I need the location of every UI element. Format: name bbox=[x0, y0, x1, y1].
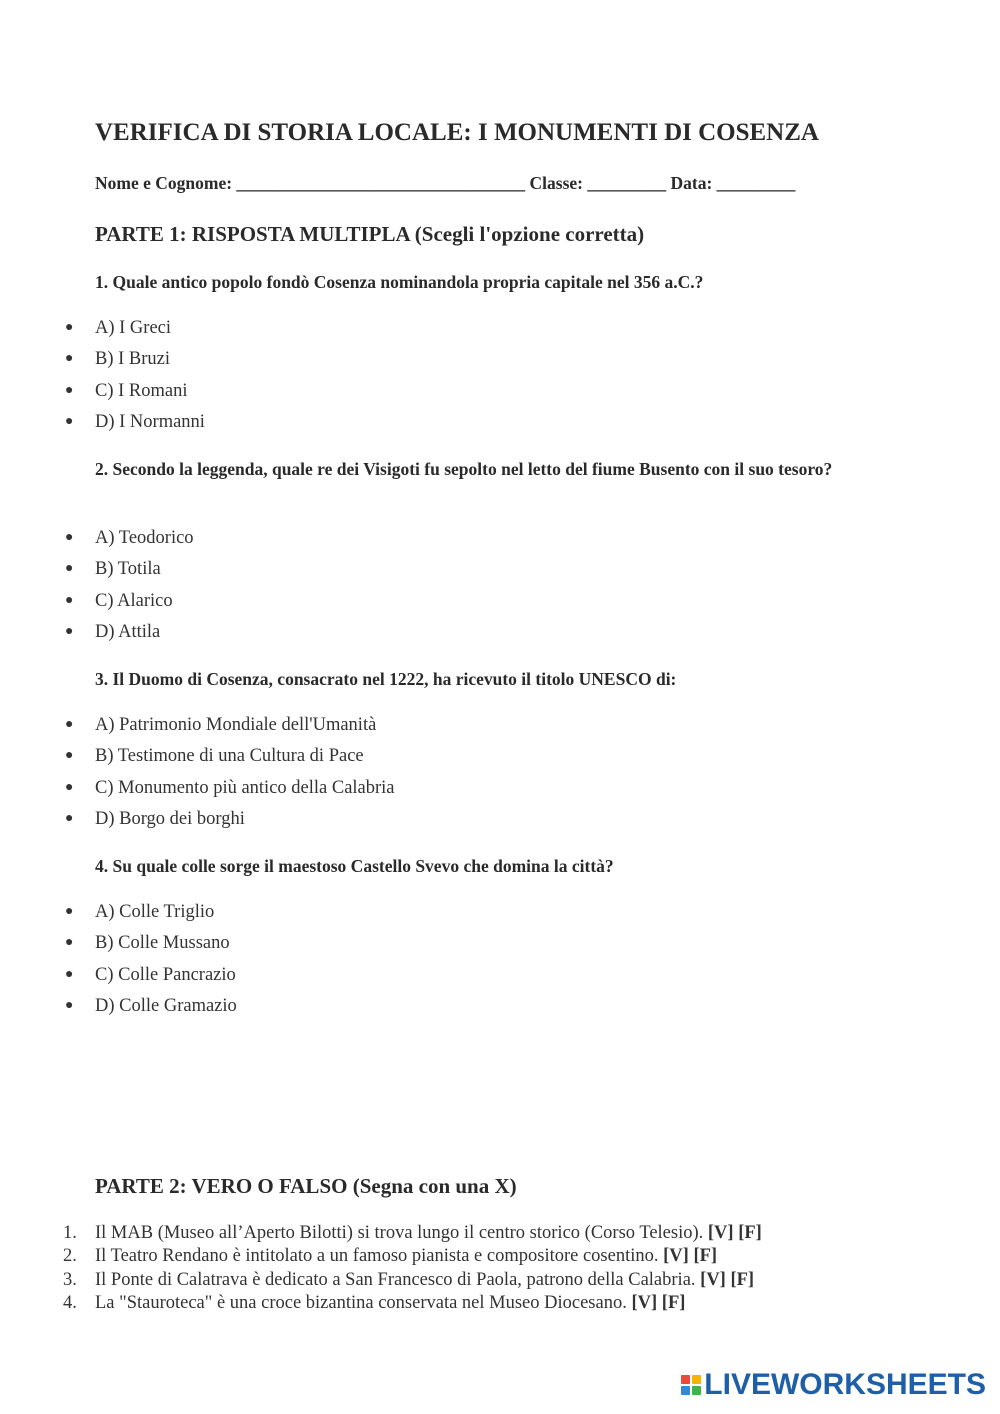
bullet-icon: ● bbox=[65, 748, 74, 764]
liveworksheets-logo[interactable] bbox=[681, 1368, 986, 1402]
liveworksheets-logo-text: LIVEWORKSHEETS bbox=[704, 1368, 986, 1401]
option-item[interactable] bbox=[0, 931, 237, 962]
logo-square-3 bbox=[681, 1386, 690, 1395]
option-label: A) Colle Triglio bbox=[95, 902, 215, 922]
question-1: 1. Quale antico popolo fondò Cosenza nominandola propria capitale nel 356 a.C.? bbox=[95, 272, 704, 292]
statement-text: La "Stauroteca" è una croce bizantina conservata nel Museo Diocesano. bbox=[95, 1293, 627, 1314]
option-label: B) Colle Mussano bbox=[95, 933, 230, 954]
options-question-4 bbox=[0, 900, 237, 1025]
option-label: B) I Bruzi bbox=[95, 349, 171, 370]
option-label: A) Patrimonio Mondiale dell'Umanità bbox=[95, 715, 377, 735]
bullet-icon: ● bbox=[65, 530, 74, 545]
true-false-mark[interactable]: [V] [F] bbox=[700, 1269, 755, 1290]
option-item[interactable] bbox=[0, 713, 395, 744]
part1-heading bbox=[95, 222, 644, 247]
statement-text: Il Ponte di Calatrava è dedicato a San Francesco di Paola, patrono della Calabria. bbox=[95, 1269, 696, 1290]
liveworksheets-logo-icon bbox=[681, 1375, 701, 1395]
option-item[interactable] bbox=[0, 900, 237, 931]
page-title: VERIFICA DI STORIA LOCALE: I MONUMENTI DI COSENZA bbox=[95, 119, 819, 146]
option-item[interactable] bbox=[0, 557, 194, 588]
option-label: C) I Romani bbox=[95, 380, 188, 401]
question-4: 4. Su quale colle sorge il maestoso Castello Svevo che domina la città? bbox=[95, 856, 614, 876]
statement-text: Il Teatro Rendano è intitolato a un famoso pianista e compositore cosentino. bbox=[95, 1246, 659, 1267]
item-number: 4. bbox=[63, 1293, 77, 1314]
option-label: D) Attila bbox=[95, 621, 161, 642]
part1-heading-label: PARTE 1: RISPOSTA MULTIPLA bbox=[95, 222, 410, 246]
bullet-icon: ● bbox=[65, 561, 74, 577]
true-false-mark[interactable]: [V] [F] bbox=[663, 1246, 718, 1267]
true-false-item bbox=[0, 1292, 762, 1315]
option-item[interactable] bbox=[0, 620, 194, 651]
option-label: D) Borgo dei borghi bbox=[95, 808, 245, 829]
bullet-icon: ● bbox=[65, 997, 74, 1013]
option-item[interactable] bbox=[0, 316, 205, 347]
true-false-mark[interactable]: [V] [F] bbox=[707, 1223, 762, 1243]
options-question-3 bbox=[0, 713, 395, 838]
bullet-icon: ● bbox=[65, 382, 74, 398]
bullet-icon: ● bbox=[65, 320, 74, 335]
item-number: 1. bbox=[63, 1223, 77, 1243]
option-label: A) I Greci bbox=[95, 318, 172, 338]
option-label: B) Testimone di una Cultura di Pace bbox=[95, 746, 364, 767]
true-false-item bbox=[0, 1222, 762, 1245]
part2-instruction: (Segna con una X) bbox=[352, 1174, 517, 1198]
option-label: D) Colle Gramazio bbox=[95, 995, 237, 1016]
true-false-item bbox=[0, 1245, 762, 1268]
item-number: 2. bbox=[63, 1246, 77, 1267]
option-item[interactable] bbox=[0, 410, 205, 441]
bullet-icon: ● bbox=[65, 935, 74, 951]
part2-heading-label: PARTE 2: VERO O FALSO bbox=[95, 1174, 348, 1198]
option-item[interactable] bbox=[0, 526, 194, 557]
logo-square-1 bbox=[681, 1375, 690, 1384]
bullet-icon: ● bbox=[65, 592, 74, 608]
option-label: A) Teodorico bbox=[95, 528, 194, 548]
bullet-icon: ● bbox=[65, 351, 74, 367]
option-item[interactable] bbox=[0, 994, 237, 1025]
options-question-1 bbox=[0, 316, 205, 441]
part2-heading bbox=[95, 1174, 517, 1199]
true-false-list bbox=[0, 1222, 762, 1316]
item-number: 3. bbox=[63, 1269, 77, 1290]
bullet-icon: ● bbox=[65, 966, 74, 982]
bullet-icon: ● bbox=[65, 413, 74, 429]
logo-square-2 bbox=[692, 1375, 701, 1384]
question-3: 3. Il Duomo di Cosenza, consacrato nel 1222, ha ricevuto il titolo UNESCO di: bbox=[95, 669, 677, 689]
bullet-icon: ● bbox=[65, 810, 74, 826]
option-item[interactable] bbox=[0, 744, 395, 775]
option-label: C) Colle Pancrazio bbox=[95, 964, 236, 985]
bullet-icon: ● bbox=[65, 904, 74, 919]
option-item[interactable] bbox=[0, 589, 194, 620]
true-false-mark[interactable]: [V] [F] bbox=[631, 1293, 686, 1314]
option-item[interactable] bbox=[0, 963, 237, 994]
option-label: C) Alarico bbox=[95, 590, 173, 611]
option-item[interactable] bbox=[0, 807, 395, 838]
option-item[interactable] bbox=[0, 776, 395, 807]
logo-square-4 bbox=[692, 1386, 701, 1395]
bullet-icon: ● bbox=[65, 779, 74, 795]
part1-instruction: (Scegli l'opzione corretta) bbox=[414, 222, 645, 246]
statement-text: Il MAB (Museo all’Aperto Bilotti) si trova lungo il centro storico (Corso Telesio). bbox=[95, 1223, 704, 1243]
option-label: B) Totila bbox=[95, 559, 161, 580]
option-item[interactable] bbox=[0, 347, 205, 378]
options-question-2 bbox=[0, 526, 194, 651]
student-info-line: Nome e Cognome: _________________________________ Classe: _________ Data: _________ bbox=[95, 173, 796, 193]
option-item[interactable] bbox=[0, 379, 205, 410]
bullet-icon: ● bbox=[65, 623, 74, 639]
option-label: C) Monumento più antico della Calabria bbox=[95, 777, 395, 798]
question-2: 2. Secondo la leggenda, quale re dei Visigoti fu sepolto nel letto del fiume Busento con il suo tesoro? bbox=[95, 459, 833, 479]
option-label: D) I Normanni bbox=[95, 411, 205, 432]
bullet-icon: ● bbox=[65, 717, 74, 732]
true-false-item bbox=[0, 1269, 762, 1292]
